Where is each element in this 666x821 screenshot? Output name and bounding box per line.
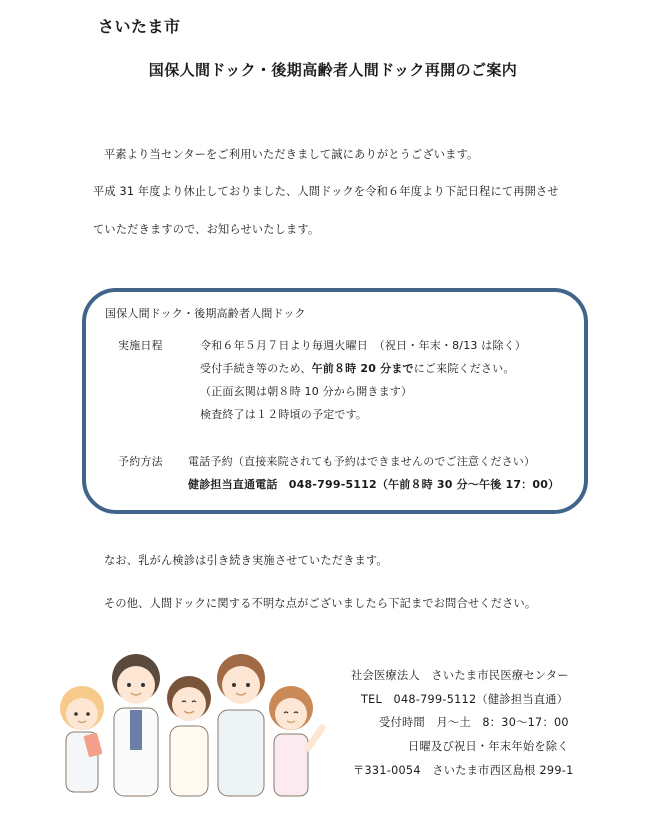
schedule-line-3: （正面玄関は朝８時 10 分から開きます） [200, 385, 413, 398]
footer-note-1: なお、乳がん検診は引き続き実施させていただきます。 [104, 554, 388, 567]
contact-phone: TEL 048-799-5112（健診担当直通） [361, 693, 569, 706]
schedule-line-2 [200, 360, 515, 376]
contact-closed-days: 日曜及び祝日・年末年始を除く [408, 740, 569, 753]
reservation-phone: 健診担当直通電話 048-799-5112（午前８時 30 分～午後 17：00） [188, 478, 560, 491]
schedule-line-2-pre: 受付手続き等のため、 [200, 362, 312, 375]
schedule-line-2-post: にご来院ください。 [413, 362, 515, 375]
schedule-line-4: 検査終了は１２時頃の予定です。 [200, 408, 368, 421]
staff-woman-figure [167, 676, 211, 796]
contact-hours: 受付時間 月～土 8：30～17：00 [379, 716, 569, 729]
city-name: さいたま市 [98, 17, 181, 36]
notice-heading: 国保人間ドック・後期高齢者人間ドック [105, 307, 306, 320]
medical-staff-illustration [52, 638, 340, 802]
staff-man-figure [217, 654, 265, 796]
intro-line-2: 平成 31 年度より休止しておりました、人間ドックを令和６年度より下記日程にて再開させ [93, 185, 559, 198]
reservation-line-1: 電話予約（直接来院されても予約はできませんのでご注意ください） [188, 455, 536, 468]
doctor-figure [112, 654, 160, 796]
page-title: 国保人間ドック・後期高齢者人間ドック再開のご案内 [148, 61, 518, 79]
contact-organization: 社会医療法人 さいたま市民医療センター [351, 669, 569, 682]
nurse-right-figure [269, 686, 322, 796]
intro-line-1: 平素より当センターをご利用いただきまして誠にありがとうございます。 [104, 148, 479, 161]
contact-address: 〒331-0054 さいたま市西区島根 299-1 [353, 764, 574, 777]
intro-line-3: ていただきますので、お知らせいたします。 [93, 223, 320, 236]
schedule-arrival-time: 午前８時 20 分まで [311, 362, 414, 375]
schedule-label: 実施日程 [118, 339, 163, 352]
schedule-line-1: 令和６年５月７日より毎週火曜日 （祝日・年末・8/13 は除く） [200, 339, 527, 352]
footer-note-2: その他、人間ドックに関する不明な点がございましたら下記までお問合せください。 [104, 597, 537, 610]
reservation-label: 予約方法 [118, 455, 163, 468]
nurse-left-figure [60, 686, 104, 792]
